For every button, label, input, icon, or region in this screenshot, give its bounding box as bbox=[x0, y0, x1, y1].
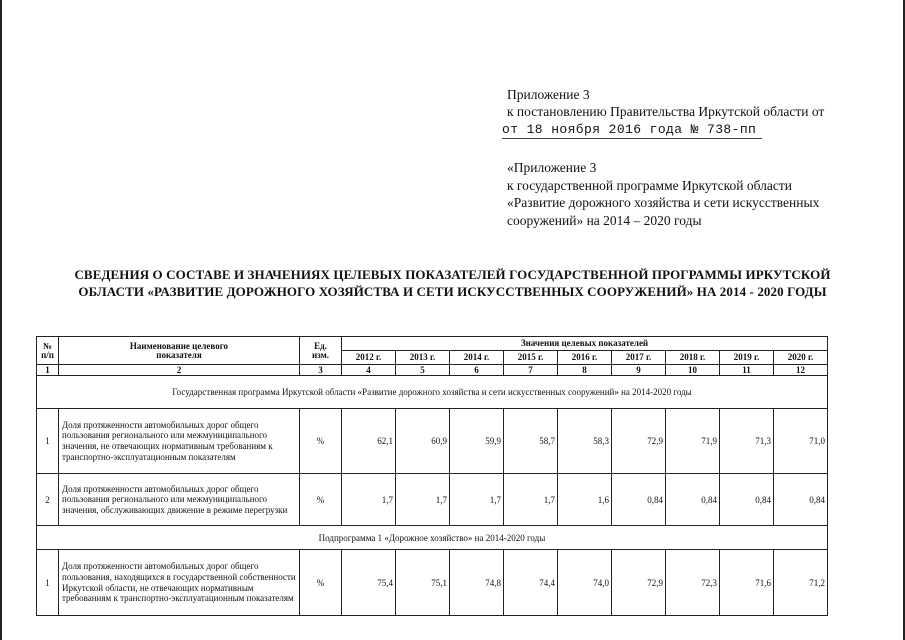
row-value: 74,4 bbox=[504, 550, 558, 616]
column-number: 6 bbox=[450, 365, 504, 376]
column-number: 11 bbox=[720, 365, 774, 376]
program-appendix-line3: «Развитие дорожного хозяйства и сети искусственных bbox=[507, 195, 820, 210]
row-value: 0,84 bbox=[612, 474, 666, 526]
indicators-table bbox=[36, 336, 828, 616]
row-unit: % bbox=[300, 550, 342, 616]
row-value: 58,7 bbox=[504, 409, 558, 474]
row-value: 1,7 bbox=[504, 474, 558, 526]
header-year: 2016 г. bbox=[558, 351, 612, 365]
column-number: 10 bbox=[666, 365, 720, 376]
row-name: Доля протяженности автомобильных дорог общего пользования регионального или межмуниципального значения, не отвечающих нормативным требованиям к транспортно-эксплуатационным показателям bbox=[59, 409, 300, 474]
section-subprogram-1: Подпрограмма 1 «Дорожное хозяйство» на 2014-2020 годы bbox=[37, 526, 828, 550]
header-year: 2018 г. bbox=[666, 351, 720, 365]
column-number: 7 bbox=[504, 365, 558, 376]
header-num-line2: п/п bbox=[41, 349, 54, 360]
row-unit: % bbox=[300, 409, 342, 474]
header-year: 2012 г. bbox=[342, 351, 396, 365]
row-value: 0,84 bbox=[666, 474, 720, 526]
row-value: 74,8 bbox=[450, 550, 504, 616]
header-num-line1: № bbox=[42, 340, 53, 351]
program-appendix-line4: сооружений» на 2014 – 2020 годы bbox=[507, 212, 702, 228]
appendix-header bbox=[502, 86, 825, 139]
header-year: 2013 г. bbox=[396, 351, 450, 365]
page-border-left bbox=[0, 0, 2, 640]
row-value: 72,3 bbox=[666, 550, 720, 616]
section-row bbox=[37, 526, 828, 550]
row-value: 59,9 bbox=[450, 409, 504, 474]
table-row bbox=[37, 409, 828, 474]
header-name bbox=[59, 337, 300, 365]
row-value: 72,9 bbox=[612, 550, 666, 616]
row-value: 71,2 bbox=[774, 550, 828, 616]
row-value: 71,6 bbox=[720, 550, 774, 616]
document-title-line2: ОБЛАСТИ «РАЗВИТИЕ ДОРОЖНОГО ХОЗЯЙСТВА И СЕТИ ИСКУССТВЕННЫХ СООРУЖЕНИЙ» НА 2014 - 2020 ГОДЫ bbox=[78, 284, 827, 299]
column-number: 1 bbox=[37, 365, 59, 376]
header-name-line1: Наименование целевого bbox=[129, 340, 229, 351]
row-num: 2 bbox=[37, 474, 59, 526]
row-name: Доля протяженности автомобильных дорог общего пользования регионального или межмуниципального значения, обслуживающих движение в режиме перегрузки bbox=[59, 474, 300, 526]
row-value: 71,3 bbox=[720, 409, 774, 474]
column-numbers-row bbox=[37, 365, 828, 376]
row-unit: % bbox=[300, 474, 342, 526]
header-name-line2: показателя bbox=[156, 349, 202, 360]
row-num: 1 bbox=[37, 550, 59, 616]
header-unit bbox=[300, 337, 342, 365]
row-value: 60,9 bbox=[396, 409, 450, 474]
row-value: 72,9 bbox=[612, 409, 666, 474]
program-appendix-header bbox=[507, 159, 819, 229]
document-title-line1: СВЕДЕНИЯ О СОСТАВЕ И ЗНАЧЕНИЯХ ЦЕЛЕВЫХ ПОКАЗАТЕЛЕЙ ГОСУДАРСТВЕННОЙ ПРОГРАММЫ ИРКУТСКОЙ bbox=[74, 267, 831, 282]
table-row bbox=[37, 550, 828, 616]
column-number: 5 bbox=[396, 365, 450, 376]
row-value: 1,6 bbox=[558, 474, 612, 526]
row-value: 71,9 bbox=[666, 409, 720, 474]
row-value: 1,7 bbox=[342, 474, 396, 526]
program-appendix-line1: «Приложение 3 bbox=[507, 160, 597, 175]
row-value: 74,0 bbox=[558, 550, 612, 616]
header-unit-line1: Ед. bbox=[314, 340, 327, 351]
section-state-program: Государственная программа Иркутской области «Развитие дорожного хозяйства и сети искусственных сооружений» на 2014-2020 годы bbox=[37, 376, 828, 409]
header-year: 2015 г. bbox=[504, 351, 558, 365]
column-number: 12 bbox=[774, 365, 828, 376]
column-number: 4 bbox=[342, 365, 396, 376]
header-unit-line2: изм. bbox=[311, 349, 330, 360]
row-num: 1 bbox=[37, 409, 59, 474]
header-year: 2019 г. bbox=[720, 351, 774, 365]
row-name: Доля протяженности автомобильных дорог общего пользования, находящихся в государственной собственности Иркутской области, не отвечающих нормативным требованиям к транспортно-эксплуатационным показателям bbox=[59, 550, 300, 616]
header-num bbox=[37, 337, 59, 365]
document-title bbox=[30, 266, 875, 300]
row-value: 0,84 bbox=[774, 474, 828, 526]
table-row bbox=[37, 474, 828, 526]
row-value: 1,7 bbox=[396, 474, 450, 526]
section-row bbox=[37, 376, 828, 409]
column-number: 8 bbox=[558, 365, 612, 376]
row-value: 58,3 bbox=[558, 409, 612, 474]
header-year: 2020 г. bbox=[774, 351, 828, 365]
row-value: 75,1 bbox=[396, 550, 450, 616]
program-appendix-line2: к государственной программе Иркутской области bbox=[507, 177, 793, 193]
column-number: 3 bbox=[300, 365, 342, 376]
appendix-line1: Приложение 3 bbox=[507, 87, 590, 102]
header-year: 2017 г. bbox=[612, 351, 666, 365]
row-value: 62,1 bbox=[342, 409, 396, 474]
row-value: 0,84 bbox=[720, 474, 774, 526]
column-number: 2 bbox=[59, 365, 300, 376]
header-year: 2014 г. bbox=[450, 351, 504, 365]
resolution-stamp: от 18 ноября 2016 года № 738-пп bbox=[502, 121, 762, 139]
table-header-row bbox=[37, 337, 828, 351]
row-value: 75,4 bbox=[342, 550, 396, 616]
header-values-title: Значения целевых показателей bbox=[342, 337, 828, 351]
appendix-line2: к постановлению Правительства Иркутской области от bbox=[507, 104, 825, 119]
row-value: 1,7 bbox=[450, 474, 504, 526]
column-number: 9 bbox=[612, 365, 666, 376]
row-value: 71,0 bbox=[774, 409, 828, 474]
